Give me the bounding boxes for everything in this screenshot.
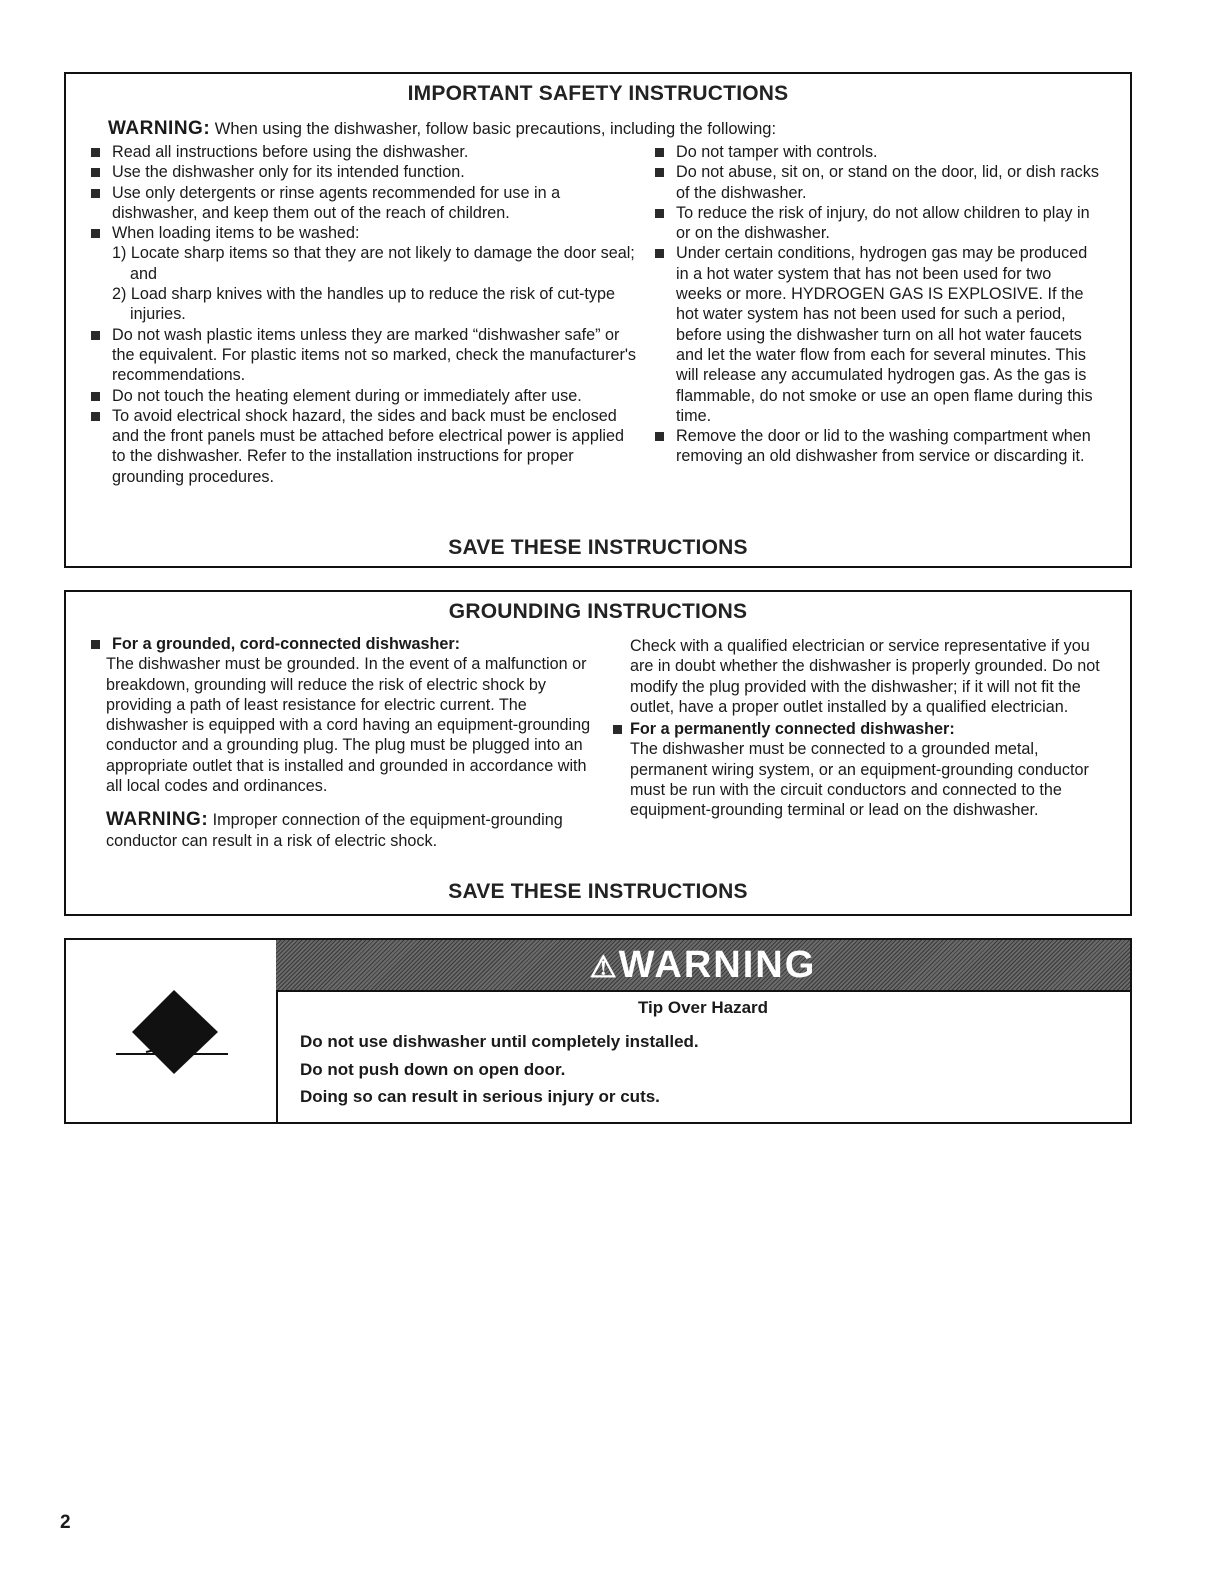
tip-over-hazard-icon — [66, 940, 276, 1122]
page-number: 2 — [60, 1512, 71, 1533]
warning-banner — [276, 940, 1130, 992]
safety-instructions-box — [64, 72, 1132, 568]
list-item: Use the dishwasher only for its intended function. — [88, 162, 640, 182]
safety-warning-line — [108, 118, 776, 140]
list-item: Do not abuse, sit on, or stand on the door, lid, or dish racks of the dishwasher. — [652, 162, 1100, 203]
check-electrician-text: Check with a qualified electrician or service representative if you are in doubt whether the dishwasher is properly grounded. Do not modify the plug provided with the dishwasher; if it will not fit the outlet, have a proper outlet installed by a qualified electrician. — [630, 637, 1100, 716]
alert-triangle-icon: ⚠ — [589, 951, 619, 984]
grounding-warning-label: WARNING: — [106, 809, 209, 831]
list-item: Remove the door or lid to the washing compartment when removing an old dishwasher from service or discarding it. — [652, 426, 1100, 467]
grounding-warning-text: Improper connection of the equipment-grounding conductor can result in a risk of electric shock. — [106, 811, 563, 850]
tip-over-lines — [300, 1028, 699, 1111]
list-item: Use only detergents or rinse agents recommended for use in a dishwasher, and keep them out of the reach of children. — [88, 183, 640, 224]
cord-connected-heading: For a grounded, cord-connected dishwasher: — [88, 634, 598, 654]
warning-line: Do not push down on open door. — [300, 1059, 566, 1079]
safety-warning-text: When using the dishwasher, follow basic precautions, including the following: — [214, 120, 777, 138]
permanent-connection-text: The dishwasher must be connected to a grounded metal, permanent wiring system, or an equipment-grounding conductor must be run with the circuit conductors and connected to the equipment-grounding terminal or lead on the dishwasher. — [630, 740, 1089, 820]
list-item: Do not touch the heating element during or immediately after use. — [88, 386, 640, 406]
list-item: Do not tamper with controls. — [652, 142, 1100, 162]
list-item: Read all instructions before using the dishwasher. — [88, 142, 640, 162]
warning-line: Do not use dishwasher until completely installed. — [300, 1032, 699, 1051]
permanent-connection-heading: For a permanently connected dishwasher: — [610, 719, 1110, 739]
sub-list-item: 1) Locate sharp items so that they are not likely to damage the door seal; and — [112, 244, 635, 283]
sub-list-item: 2) Load sharp knives with the handles up to reduce the risk of cut-type injuries. — [112, 285, 615, 324]
list-item: Under certain conditions, hydrogen gas may be produced in a hot water system that has not been used for two weeks or more. HYDROGEN GAS IS EXPLOSIVE. If the hot water system has not been used for such a period, before using the dishwasher turn on all hot water faucets and let the water flow from each for several minutes. This will release any accumulated hydrogen gas. As the gas is flammable, do not smoke or use an open flame during this time. — [652, 243, 1100, 426]
safety-right-column — [652, 142, 1100, 467]
grounding-footer: SAVE THESE INSTRUCTIONS — [448, 880, 748, 903]
tip-over-title: Tip Over Hazard — [637, 998, 769, 1017]
tip-over-icon-panel — [66, 940, 278, 1122]
warning-banner-label: WARNING — [618, 944, 817, 986]
list-item: Do not wash plastic items unless they are marked “dishwasher safe” or the equivalent. For plastic items not so marked, check the manufacturer's recommendations. — [88, 325, 640, 386]
grounding-instructions-box — [64, 590, 1132, 916]
warning-banner-title — [276, 944, 1130, 987]
tip-over-warning-box — [64, 938, 1132, 1124]
list-item: To reduce the risk of injury, do not allow children to play in or on the dishwasher. — [652, 203, 1100, 244]
grounding-warning — [88, 810, 598, 851]
safety-title: IMPORTANT SAFETY INSTRUCTIONS — [407, 82, 789, 105]
grounding-right-column — [610, 636, 1110, 821]
safety-warning-label: WARNING: — [108, 118, 211, 139]
cord-connected-text: The dishwasher must be grounded. In the event of a malfunction or breakdown, grounding will reduce the risk of electric shock by providing a path of least resistance for electric current. The dishwasher is equipped with a cord having an equipment-grounding conductor and a grounding plug. The plug must be plugged into an appropriate outlet that is installed and grounded in accordance with all local codes and ordinances. — [106, 655, 591, 796]
safety-left-column — [88, 142, 640, 487]
grounding-title: GROUNDING INSTRUCTIONS — [448, 600, 748, 623]
list-item: When loading items to be washed: — [88, 223, 640, 243]
grounding-left-column — [88, 634, 598, 851]
safety-footer: SAVE THESE INSTRUCTIONS — [448, 536, 748, 559]
list-item: To avoid electrical shock hazard, the sides and back must be enclosed and the front panels must be attached before electrical power is applied to the dishwasher. Refer to the installation instructions for proper grounding procedures. — [88, 406, 640, 487]
warning-line: Doing so can result in serious injury or cuts. — [300, 1087, 660, 1106]
